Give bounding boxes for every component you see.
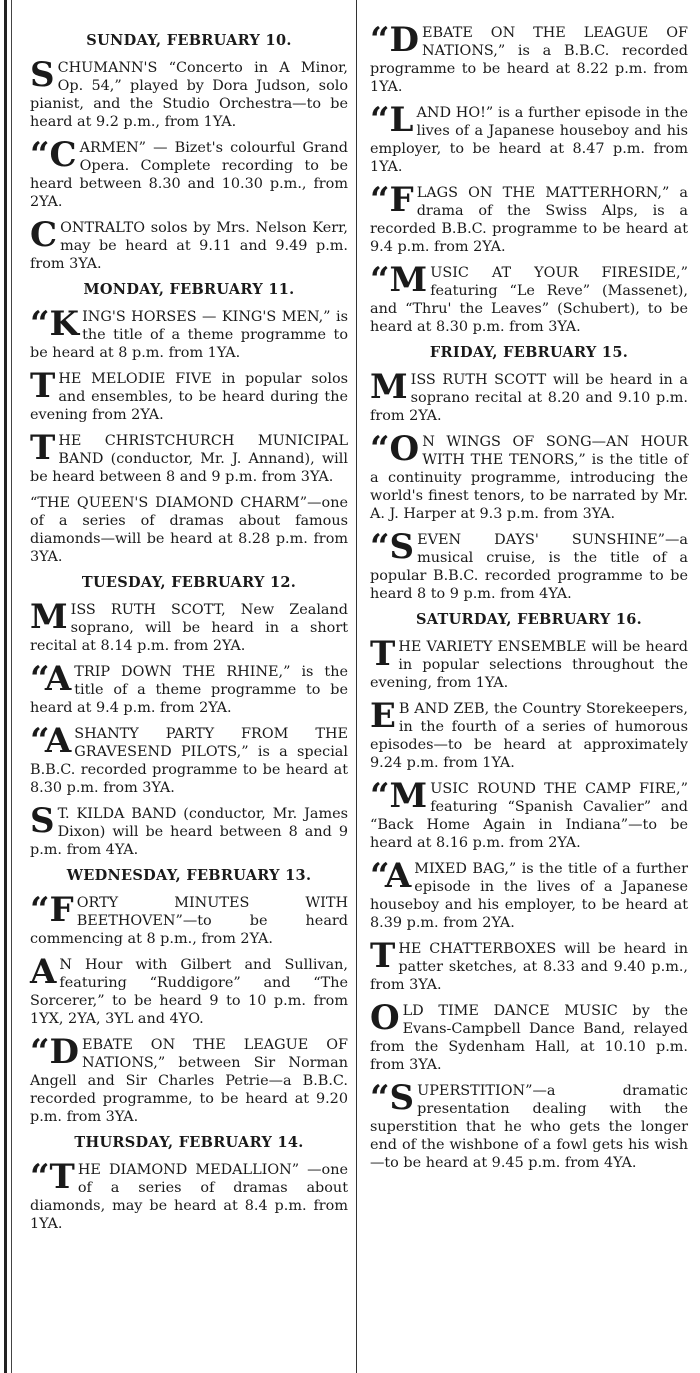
listing-text: SHANTY PARTY FROM THE GRAVESEND PILOTS,” is a special B.B.C. recorded programme to be heard at 8.30 p.m. from 3YA. (30, 726, 348, 796)
drop-cap: E (370, 696, 396, 736)
programme-listing (370, 998, 688, 1074)
programme-listing (30, 1157, 348, 1233)
listing-text: “THE QUEEN'S DIAMOND CHARM”—one of a series of dramas about famous diamonds—will be heard at 8.28 p.m. from 3YA. (30, 495, 348, 565)
drop-cap: “S (370, 1078, 415, 1118)
programme-listing (30, 721, 348, 797)
listing-text: HE CHATTERBOXES will be heard in patter sketches, at 8.33 and 9.40 p.m., from 3YA. (370, 941, 688, 993)
listing-text: ONTRALTO solos by Mrs. Nelson Kerr, may be heard at 9.11 and 9.49 p.m. from 3YA. (30, 220, 348, 272)
drop-cap: S (30, 55, 55, 95)
left-border-rule (4, 0, 7, 1373)
drop-cap: “M (370, 776, 428, 816)
programme-listing (30, 1032, 348, 1126)
programme-listing (370, 1078, 688, 1172)
listing-text: ARMEN” — Bizet's colourful Grand Opera. Complete recording to be heard between 8.30 and 10.30 p.m., from 2YA. (30, 140, 348, 210)
programme-listing (370, 696, 688, 772)
listing-text: N Hour with Gilbert and Sullivan, featuring “Ruddigore” and “The Sorcerer,” to be heard 9 to 10 p.m. from 1YX, 2YA, 3YL and 4YO. (30, 957, 348, 1027)
drop-cap: “M (370, 260, 428, 300)
listing-text: CHUMANN'S “Concerto in A Minor, Op. 54,” played by Dora Judson, solo pianist, and the Studio Orchestra—to be heard at 9.2 p.m., from 1YA. (30, 60, 348, 130)
listing-text: B AND ZEB, the Country Storekeepers, in the fourth of a series of humorous episodes—to be heard at approximately 9.24 p.m. from 1YA. (370, 701, 688, 771)
drop-cap: “F (370, 180, 414, 220)
day-heading: SATURDAY, FEBRUARY 16. (415, 611, 643, 628)
listing-text: ING'S HORSES — KING'S MEN,” is the title of a theme programme to be heard at 8 p.m. from 1YA. (30, 309, 348, 361)
listing-text: LAGS ON THE MATTERHORN,” a drama of the Swiss Alps, is a recorded B.B.C. programme to be heard at 9.4 p.m. from 2YA. (370, 185, 688, 255)
programme-listing (30, 890, 348, 948)
drop-cap: “S (370, 527, 415, 567)
day-heading: THURSDAY, FEBRUARY 14. (74, 1134, 304, 1151)
listing-text: HE DIAMOND MEDALLION” —one of a series of dramas about diamonds, may be heard at 8.4 p.m. from 1YA. (30, 1162, 348, 1232)
programme-listing (30, 304, 348, 362)
drop-cap: C (30, 215, 58, 255)
drop-cap: “D (370, 20, 420, 60)
drop-cap: T (370, 936, 396, 976)
programme-listing (370, 776, 688, 852)
programme-listing (30, 366, 348, 424)
programme-listing (370, 100, 688, 176)
drop-cap: T (30, 366, 56, 406)
programme-listing (30, 801, 348, 859)
left-column (30, 0, 348, 1241)
programme-listing (30, 135, 348, 211)
day-heading: TUESDAY, FEBRUARY 12. (81, 574, 297, 591)
day-heading: SUNDAY, FEBRUARY 10. (86, 32, 292, 49)
drop-cap: T (30, 428, 56, 468)
programme-listing (30, 215, 348, 273)
drop-cap: “O (370, 429, 420, 469)
programme-listing (30, 428, 348, 486)
listing-text: T. KILDA BAND (conductor, Mr. James Dixon) will be heard between 8 and 9 p.m. from 4YA. (30, 806, 348, 858)
drop-cap: M (370, 367, 408, 407)
column-divider-rule (356, 0, 357, 1373)
listing-text: EBATE ON THE LEAGUE OF NATIONS,” between Sir Norman Angell and Sir Charles Petrie—a B.B.C. recorded programme, to be heard at 9.20 p.m. from 3YA. (30, 1037, 348, 1125)
programme-listing (30, 55, 348, 131)
listing-text: AND HO!” is a further episode in the lives of a Japanese houseboy and his employer, to be heard at 8.47 p.m. from 1YA. (370, 105, 688, 175)
listing-text: USIC AT YOUR FIRESIDE,” featuring “Le Reve” (Massenet), and “Thru' the Leaves” (Schubert), to be heard at 8.30 p.m. from 3YA. (370, 265, 688, 335)
listing-text: ISS RUTH SCOTT, New Zealand soprano, will be heard in a short recital at 8.14 p.m. from 2YA. (30, 602, 348, 654)
listing-text: ISS RUTH SCOTT will be heard in a soprano recital at 8.20 and 9.10 p.m. from 2YA. (370, 372, 688, 424)
listing-text: MIXED BAG,” is the title of a further episode in the lives of a Japanese houseboy and his employer, to be heard at 8.39 p.m. from 2YA. (370, 861, 688, 931)
drop-cap: “F (30, 890, 74, 930)
programme-listing (30, 952, 348, 1028)
programme-listing (370, 429, 688, 523)
listing-text: LD TIME DANCE MUSIC by the Evans-Campbell Dance Band, relayed from the Sydenham Hall, at 10.10 p.m. from 3YA. (370, 1003, 688, 1073)
drop-cap: “C (30, 135, 77, 175)
listing-text: HE MELODIE FIVE in popular solos and ensembles, to be heard during the evening from 2YA. (30, 371, 348, 423)
listing-text: ORTY MINUTES WITH BEETHOVEN”—to be heard commencing at 8 p.m., from 2YA. (30, 895, 348, 947)
listing-text: TRIP DOWN THE RHINE,” is the title of a theme programme to be heard at 9.4 p.m. from 2YA. (30, 664, 348, 716)
programme-listing (370, 180, 688, 256)
programme-listing (370, 367, 688, 425)
listing-text: UPERSTITION”—a dramatic presentation dealing with the superstition that he who gets the longer end of the wishbone of a fowl gets his wish—to be heard at 9.45 p.m. from 4YA. (370, 1083, 688, 1171)
drop-cap: O (370, 998, 400, 1038)
listing-text: HE CHRISTCHURCH MUNICIPAL BAND (conductor, Mr. J. Annand), will be heard between 8 and 9 p.m. from 3YA. (30, 433, 348, 485)
programme-listing (370, 20, 688, 96)
listing-text: USIC ROUND THE CAMP FIRE,” featuring “Spanish Cavalier” and “Back Home Again in Indiana”—to be heard at 8.16 p.m. from 2YA. (370, 781, 688, 851)
drop-cap: M (30, 597, 68, 637)
listing-text: HE VARIETY ENSEMBLE will be heard in popular selections throughout the evening, from 1YA. (370, 639, 688, 691)
drop-cap: T (370, 634, 396, 674)
drop-cap: “A (370, 856, 412, 896)
programme-listing (370, 527, 688, 603)
drop-cap: “T (30, 1157, 75, 1197)
day-heading: MONDAY, FEBRUARY 11. (83, 281, 295, 298)
drop-cap: “A (30, 659, 72, 699)
listing-text: EBATE ON THE LEAGUE OF NATIONS,” is a B.B.C. recorded programme to be heard at 8.22 p.m. from 1YA. (370, 25, 688, 95)
programme-listing (30, 659, 348, 717)
listing-text: EVEN DAYS' SUNSHINE”—a musical cruise, is the title of a popular B.B.C. recorded programme to be heard 8 to 9 p.m. from 4YA. (370, 532, 688, 602)
drop-cap: A (30, 952, 57, 992)
programme-listing (30, 494, 348, 566)
drop-cap: “L (370, 100, 414, 140)
programme-listing (370, 634, 688, 692)
drop-cap: “K (30, 304, 80, 344)
programme-listing (370, 856, 688, 932)
left-border-rule-thin (11, 0, 12, 1373)
right-column (370, 0, 688, 1180)
programme-listing (370, 936, 688, 994)
drop-cap: S (30, 801, 55, 841)
day-heading: FRIDAY, FEBRUARY 15. (429, 344, 629, 361)
day-heading: WEDNESDAY, FEBRUARY 13. (66, 867, 312, 884)
drop-cap: “A (30, 721, 72, 761)
listing-text: N WINGS OF SONG—AN HOUR WITH THE TENORS,” is the title of a continuity programme, introducing the world's finest tenors, to be narrated by Mr. A. J. Harper at 9.3 p.m. from 3YA. (370, 434, 688, 522)
drop-cap: “D (30, 1032, 80, 1072)
programme-listing (370, 260, 688, 336)
programme-listing (30, 597, 348, 655)
